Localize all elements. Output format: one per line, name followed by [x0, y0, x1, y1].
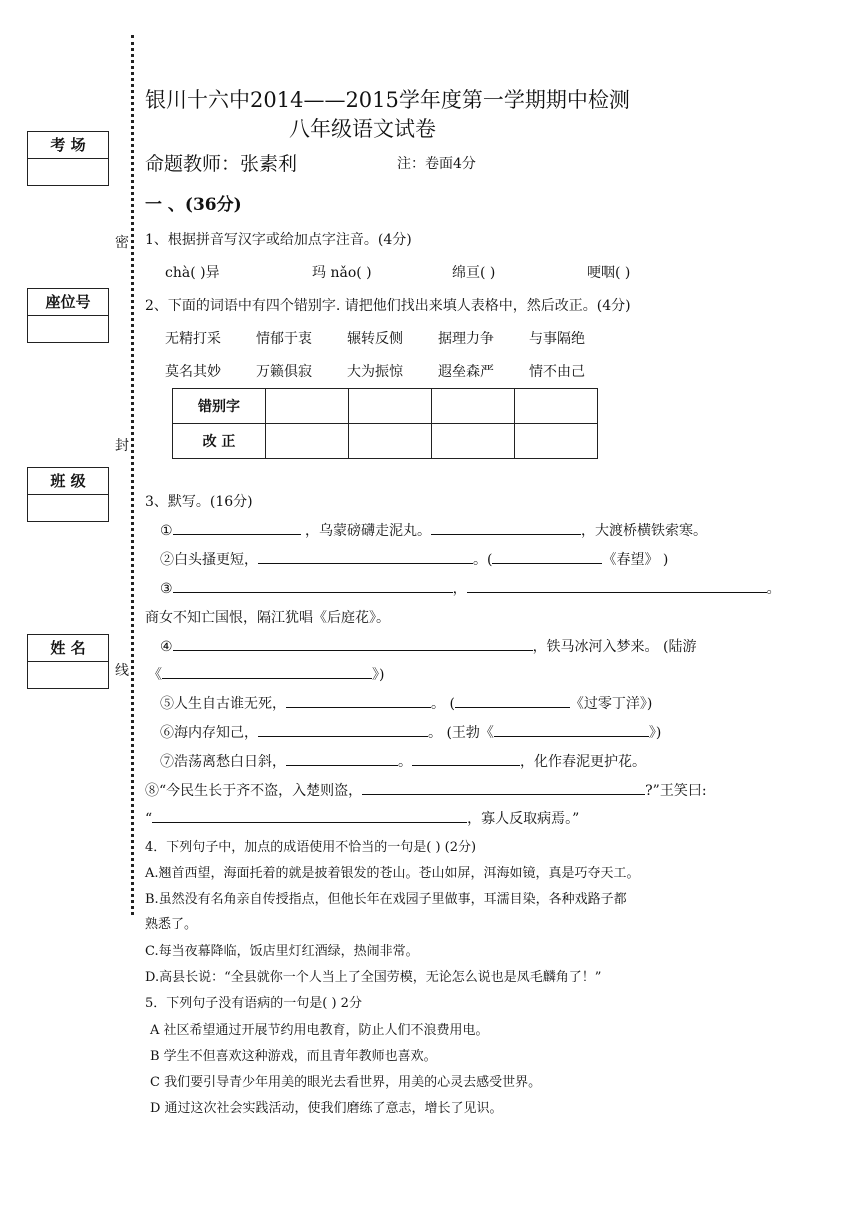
source-text: 《春望》 )	[602, 552, 669, 568]
answer-blank[interactable]	[173, 520, 301, 535]
verse-text: ⑦浩荡离愁白日斜，	[160, 754, 286, 770]
q5-option-c: C 我们要引导青少年用美的眼光去看世界，用美的心灵去感受世界。	[150, 1075, 542, 1090]
answer-blank[interactable]	[412, 751, 520, 766]
answer-blank[interactable]	[258, 722, 428, 737]
name-box	[27, 634, 109, 689]
source-text: 《过零丁洋》)	[569, 696, 653, 712]
wrong-char-cell[interactable]	[349, 389, 432, 424]
q3-line-4	[160, 636, 696, 656]
answer-blank[interactable]	[152, 808, 467, 823]
q4-option-b-cont: 熟悉了。	[145, 917, 198, 932]
answer-blank[interactable]	[362, 780, 645, 795]
correction-table	[172, 388, 598, 459]
teacher-line: 命题教师：张素利	[145, 153, 298, 175]
verse-text: ，铁马冰河入梦来。 (陆游	[532, 639, 697, 655]
wrong-char-cell[interactable]	[432, 389, 515, 424]
exam-room-box	[27, 131, 109, 186]
answer-blank[interactable]	[467, 578, 767, 593]
section-one-heading: 一 、(36分)	[145, 195, 242, 215]
verse-text: 。 (王勃《	[428, 725, 494, 741]
q5-option-b: B 学生不但喜欢这种游戏，而且青年教师也喜欢。	[150, 1049, 437, 1064]
answer-blank[interactable]	[173, 578, 453, 593]
answer-blank[interactable]	[258, 549, 473, 564]
seal-xian: 线	[115, 663, 129, 679]
verse-text: 。(	[473, 552, 493, 568]
class-box	[27, 467, 109, 522]
q3-line-1	[160, 520, 707, 540]
q2-word-1: 无精打采	[165, 331, 221, 347]
verse-text: 。	[398, 754, 412, 770]
q4-stem: 4．下列句子中，加点的成语使用不恰当的一句是( ) (2分)	[145, 840, 477, 855]
q3-line-4b	[148, 664, 384, 684]
class-label: 班 级	[28, 468, 108, 495]
wrong-char-header: 错别字	[173, 389, 266, 424]
q5-stem: 5．下列句子没有语病的一句是( ) 2分	[145, 996, 362, 1011]
verse-text: ?”王笑曰:	[645, 783, 707, 799]
seat-number-box	[27, 288, 109, 343]
verse-text: ⑧“今民生长于齐不盗，入楚则盗，	[145, 783, 363, 799]
q3-line-5	[160, 693, 652, 713]
q2-word-5: 与事隔绝	[529, 331, 585, 347]
item-number: ①	[160, 523, 173, 539]
item-number: ③	[160, 581, 173, 597]
q2-word-10: 情不由己	[529, 364, 585, 380]
correction-cell[interactable]	[266, 424, 349, 459]
answer-blank[interactable]	[162, 664, 372, 679]
exam-subtitle: 八年级语文试卷	[289, 117, 436, 141]
answer-blank[interactable]	[455, 693, 570, 708]
seat-number-field[interactable]	[28, 316, 108, 342]
q2-word-7: 万籁俱寂	[256, 364, 312, 380]
verse-text: ⑥海内存知己，	[160, 725, 258, 741]
source-text: 》)	[648, 725, 662, 741]
q4-option-c: C.每当夜幕降临，饭店里灯红酒绿，热闹非常。	[145, 944, 419, 959]
answer-blank[interactable]	[494, 722, 649, 737]
q2-stem: 2、下面的词语中有四个错别字. 请把他们找出来填人表格中，然后改正。(4分)	[145, 298, 631, 314]
wrong-char-cell[interactable]	[515, 389, 598, 424]
verse-text: 《	[148, 667, 162, 683]
q3-line-3b: 商女不知亡国恨，隔江犹唱《后庭花》。	[145, 610, 390, 626]
class-field[interactable]	[28, 495, 108, 521]
q4-option-a: A.翘首西望，海面托着的就是披着银发的苍山。苍山如屏，洱海如镜，真是巧夺天工。	[145, 866, 640, 881]
q3-line-8b	[145, 808, 579, 828]
correction-header: 改 正	[173, 424, 266, 459]
q4-option-b: B.虽然没有名角亲自传授指点，但他长年在戏园子里做事，耳濡目染，各种戏路子都	[145, 892, 627, 907]
q2-word-4: 据理力争	[438, 331, 494, 347]
verse-text: ，乌蒙磅礴走泥丸。	[305, 523, 432, 539]
q1-stem: 1、根据拼音写汉字或给加点字注音。(4分)	[145, 232, 412, 248]
seat-number-label: 座位号	[28, 289, 108, 316]
verse-text: ，化作春泥更护花。	[520, 754, 646, 770]
q1-item-4: 哽咽( )	[587, 265, 631, 281]
q1-item-2: 玛 nǎo( )	[312, 265, 372, 281]
seal-mi: 密	[115, 235, 129, 251]
q4-option-d: D.高县长说：“全县就你一个人当上了全国劳模，无论怎么说也是凤毛麟角了！”	[145, 970, 602, 985]
q3-line-8	[145, 780, 707, 800]
q3-stem: 3、默写。(16分)	[145, 494, 253, 510]
item-number: ④	[160, 639, 173, 655]
answer-blank[interactable]	[492, 549, 602, 564]
q3-line-6	[160, 722, 661, 742]
q2-word-9: 遐垒森严	[438, 364, 494, 380]
q1-item-1: chà( )异	[165, 265, 220, 281]
verse-text: ②白头搔更短，	[160, 552, 258, 568]
answer-blank[interactable]	[431, 520, 581, 535]
verse-text: 。	[766, 581, 781, 597]
name-field[interactable]	[28, 662, 108, 688]
q2-word-8: 大为振惊	[347, 364, 403, 380]
q2-word-3: 辗转反侧	[347, 331, 403, 347]
verse-text: 。 (	[431, 696, 455, 712]
answer-blank[interactable]	[286, 751, 398, 766]
q1-item-3: 绵亘( )	[452, 265, 496, 281]
exam-room-label: 考 场	[28, 132, 108, 159]
verse-text: ，寡人反取病焉。”	[467, 811, 580, 827]
answer-blank[interactable]	[286, 693, 431, 708]
correction-cell[interactable]	[432, 424, 515, 459]
exam-room-field[interactable]	[28, 159, 108, 185]
q3-line-7	[160, 751, 646, 771]
wrong-char-cell[interactable]	[266, 389, 349, 424]
exam-title: 银川十六中2014——2015学年度第一学期期中检测	[145, 88, 630, 112]
q3-line-2	[160, 549, 668, 569]
q5-option-d: D 通过这次社会实践活动，使我们磨练了意志，增长了见识。	[150, 1101, 503, 1116]
verse-text: ，大渡桥横铁索寒。	[581, 523, 708, 539]
correction-cell[interactable]	[515, 424, 598, 459]
q2-word-6: 莫名其妙	[165, 364, 221, 380]
seal-feng: 封	[115, 438, 129, 454]
name-label: 姓 名	[28, 635, 108, 662]
correction-cell[interactable]	[349, 424, 432, 459]
verse-text: “	[145, 811, 153, 827]
verse-text: 》)	[372, 667, 385, 683]
binding-dotted-line	[131, 35, 134, 915]
q3-line-3	[160, 578, 781, 598]
verse-text: ⑤人生自古谁无死，	[160, 696, 286, 712]
q5-option-a: A 社区希望通过开展节约用电教育，防止人们不浪费用电。	[150, 1023, 489, 1038]
q2-word-2: 情郁于衷	[256, 331, 312, 347]
answer-blank[interactable]	[173, 636, 533, 651]
neatness-note: 注：卷面4分	[397, 156, 476, 172]
verse-text: ，	[452, 581, 467, 597]
